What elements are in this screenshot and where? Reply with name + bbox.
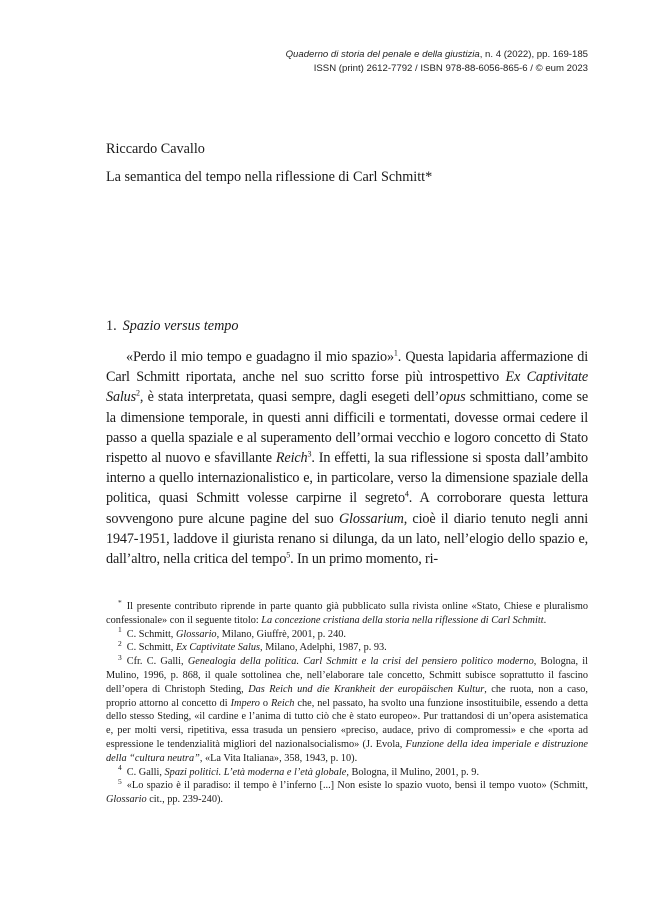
footnote bbox=[106, 625, 588, 642]
footnote bbox=[106, 776, 588, 807]
footnote-mark: 2 bbox=[118, 638, 122, 648]
text-run: , Bologna, il Mulino, 2001, p. 9. bbox=[346, 766, 480, 778]
text-run: Cfr. C. Galli, bbox=[126, 656, 188, 668]
text-run: , è stata interpretata, quasi sempre, dagli esegeti dell’ bbox=[139, 389, 440, 406]
italic-term: Impero bbox=[230, 697, 260, 709]
footnote-mark: 3 bbox=[118, 652, 122, 662]
journal-citation bbox=[128, 48, 588, 62]
italic-title: Ex Captivitate Salus bbox=[175, 642, 261, 654]
issue-info: , n. 4 (2022), pp. 169-185 bbox=[479, 49, 588, 60]
text-run: «Perdo il mio tempo e guadagno il mio spazio» bbox=[126, 349, 394, 365]
footnote-ref: 4 bbox=[404, 489, 409, 499]
footnote-ref: 2 bbox=[136, 388, 140, 398]
footnote-ref: 5 bbox=[286, 550, 291, 560]
body-text bbox=[106, 347, 588, 569]
italic-term: opus bbox=[439, 389, 466, 406]
italic-title: Funzione della idea imperiale e distruzione della “cultura neutra” bbox=[106, 738, 588, 764]
text-run: Il presente contributo riprende in parte quanto già pubblicato sulla rivista online «Stato, Chiese e pluralismo confessionale» con il seguente titolo: bbox=[106, 601, 588, 626]
text-run: , Milano, Giuffrè, 2001, p. 240. bbox=[216, 628, 346, 640]
italic-title: Ex Captivitate Salus bbox=[106, 369, 588, 406]
text-run: C. Schmitt, bbox=[126, 642, 176, 654]
isbn-line: ISSN (print) 2612-7792 / ISBN 978-88-6056-865-6 / © eum 2023 bbox=[313, 63, 588, 74]
section-number: 1. bbox=[106, 318, 117, 334]
text-run: , Milano, Adelphi, 1987, p. 93. bbox=[260, 642, 387, 654]
section-title: Spazio versus tempo bbox=[122, 318, 239, 334]
footnote bbox=[106, 597, 588, 628]
text-run: o bbox=[259, 697, 271, 709]
author-name: Riccardo Cavallo bbox=[106, 141, 205, 157]
text-run: schmittiano, come se la dimensione temporale, in questi anni difficili e tormentati, dovesse ormai cedere il passo a quella spaziale e al superamento dell’ormai vecchio e logoro concetto di Stato rispetto al nuovo e sfavillante bbox=[106, 389, 589, 467]
footnote-mark: 1 bbox=[118, 625, 122, 635]
italic-title: Glossarium bbox=[338, 510, 404, 527]
text-run: , Bologna, il Mulino, 1996, p. 868, il quale sottolinea che, nell’elaborare tale concetto, Schmitt subisce soprattutto il fascino dell’opera di Christoph Steding, bbox=[106, 656, 588, 695]
footnote-ref: 3 bbox=[307, 449, 312, 459]
text-run: . In effetti, la sua riflessione si sposta dall’ambito interno a quello internazionalistico e, in particolare, verso la dimensione spaziale della politica, quasi Schmitt volesse carpirne il segreto bbox=[106, 450, 588, 507]
text-run: che, nel passato, ha svolto una funzione insostituibile, essendo a detta dello stesso Steding, «il cardine e l’anima di tutto ciò che è stato europeo». Pur trattandosi di un’opera asistematica e, per molti versi, ripetitiva, essa trasuda un pensiero «preciso, audace, privo di compromessi» e che «porta ad espressione le tendenzialità migliori del nazionalsocialismo» (J. Evola, bbox=[106, 697, 589, 750]
footnote-ref: 1 bbox=[393, 348, 398, 358]
italic-title: La concezione cristiana della storia nella riflessione di Carl Schmitt bbox=[261, 614, 544, 626]
footnote bbox=[106, 638, 588, 655]
running-header bbox=[128, 48, 588, 76]
footnote bbox=[106, 652, 589, 765]
article-title: La semantica del tempo nella riflessione di Carl Schmitt* bbox=[106, 169, 433, 185]
italic-title: Das Reich und die Krankheit der europäischen Kultur bbox=[248, 683, 485, 695]
footnote bbox=[106, 763, 588, 780]
text-run: . Questa lapidaria affermazione di Carl Schmitt riportata, anche nel suo scritto forse più introspettivo bbox=[106, 349, 589, 386]
italic-term: Reich bbox=[271, 697, 295, 709]
italic-term: Reich bbox=[275, 450, 308, 467]
text-run: C. Schmitt, bbox=[126, 628, 176, 640]
footnote-mark: 4 bbox=[118, 763, 122, 773]
text-run: . bbox=[543, 614, 547, 626]
text-run: . In un primo momento, ri- bbox=[290, 551, 438, 568]
text-run: «Lo spazio è il paradiso: il tempo è l’inferno [...] Non esiste lo spazio vuoto, bensì il tempo vuoto» (Schmitt, bbox=[126, 780, 588, 792]
text-run: , che ruota, non a caso, proprio attorno al concetto di bbox=[106, 683, 588, 709]
text-run: , «La Vita Italiana», 358, 1943, p. 10). bbox=[199, 752, 358, 764]
italic-title: Glossario bbox=[175, 628, 217, 640]
italic-title: Spazi politici. L’età moderna e l’età globale bbox=[164, 766, 347, 778]
text-run: . A corroborare questa lettura sovvengono pure alcune pagine del suo bbox=[106, 490, 589, 527]
section-heading bbox=[106, 318, 239, 335]
italic-title: Genealogia della politica. Carl Schmitt e la crisi del pensiero politico moderno bbox=[187, 656, 534, 668]
paragraph bbox=[106, 347, 588, 569]
text-run: , cioè il diario tenuto negli anni 1947-1951, laddove il giurista renano si dilunga, da un lato, nell’elogio dello spazio e, dall’altro, nella critica del tempo bbox=[106, 510, 588, 568]
journal-title: Quaderno di storia del penale e della giustizia bbox=[285, 49, 480, 60]
footnote-mark: 5 bbox=[118, 776, 122, 786]
text-run: cit., pp. 239-240). bbox=[146, 794, 223, 806]
footnotes bbox=[106, 597, 589, 807]
footnote-mark: * bbox=[118, 597, 122, 607]
text-run: C. Galli, bbox=[126, 766, 165, 778]
italic-title: Glossario bbox=[106, 794, 147, 806]
